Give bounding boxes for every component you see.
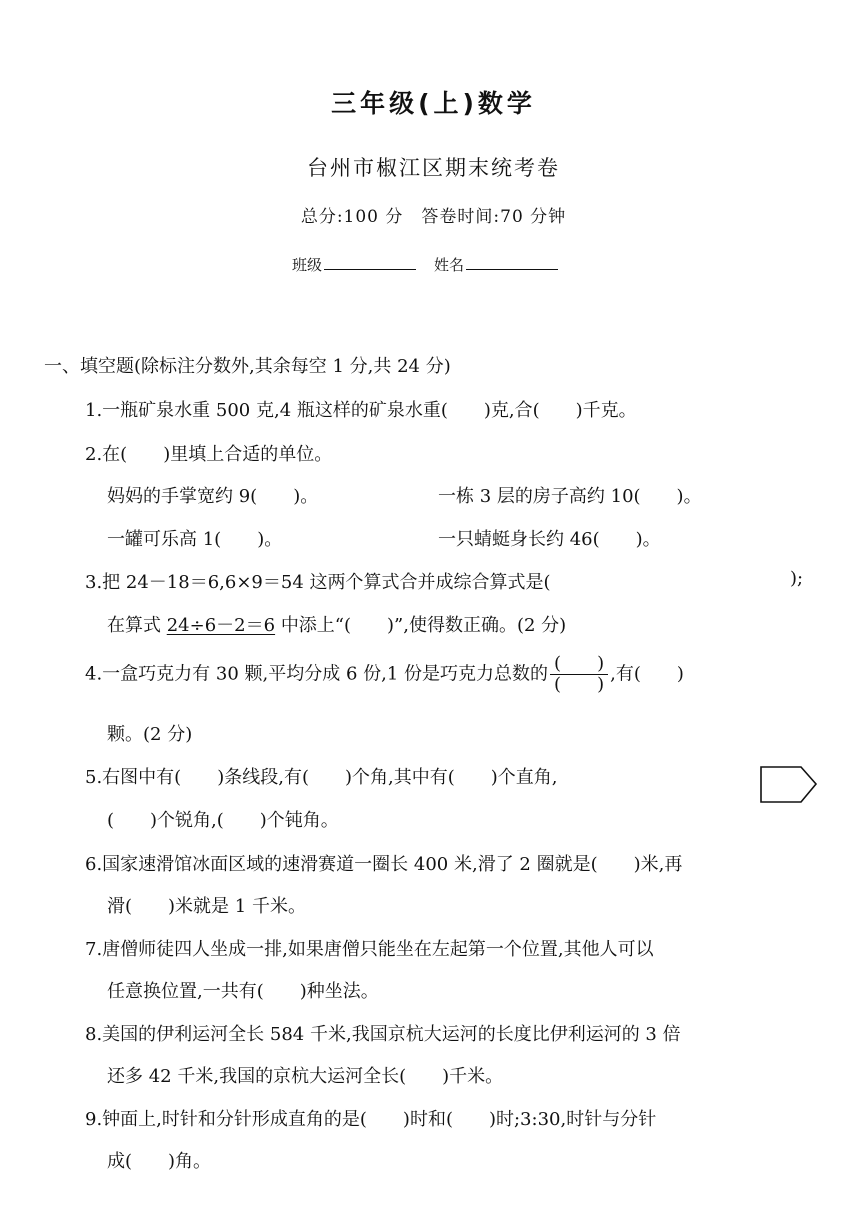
question-9a: 9.钟面上,时针和分针形成直角的是( )时和( )时;3:30,时针与分针 [85, 1109, 657, 1130]
question-5b: ( )个锐角,( )个钝角。 [107, 810, 339, 831]
q3b-prefix: 在算式 [107, 615, 161, 636]
q3b-suffix: 中添上“( )”,使得数正确。(2 分) [280, 615, 567, 636]
question-7a: 7.唐僧师徒四人坐成一排,如果唐僧只能坐在左起第一个位置,其他人可以 [85, 939, 654, 960]
exam-title: 三年级(上)数学 [331, 89, 536, 118]
question-9b: 成( )角。 [107, 1151, 212, 1172]
question-8b: 还多 42 千米,我国的京杭大运河全长( )千米。 [107, 1066, 504, 1087]
q4-fraction [550, 653, 608, 695]
question-2a: 妈妈的手掌宽约 9( )。 [107, 486, 319, 507]
question-7b: 任意换位置,一共有( )种坐法。 [107, 981, 379, 1002]
question-3a-end: ); [790, 568, 804, 589]
q4-prefix: 4.一盒巧克力有 30 颗,平均分成 6 份,1 份是巧克力总数的 [85, 663, 549, 685]
exam-subtitle: 台州市椒江区期末统考卷 [307, 156, 560, 180]
question-4-continued: 颗。(2 分) [107, 724, 193, 745]
question-1: 1.一瓶矿泉水重 500 克,4 瓶这样的矿泉水重( )克,合( )千克。 [85, 400, 637, 421]
question-8a: 8.美国的伊利运河全长 584 千米,我国京杭大运河的长度比伊利运河的 3 倍 [85, 1024, 681, 1045]
pentagon-figure [760, 764, 818, 806]
q3b-expression: 24÷6－2＝6 [166, 615, 276, 636]
question-5a: 5.右图中有( )条线段,有( )个角,其中有( )个直角, [85, 767, 558, 788]
question-3b [107, 611, 566, 637]
question-2b: 一栋 3 层的房子高约 10( )。 [438, 486, 702, 507]
question-2: 2.在( )里填上合适的单位。 [85, 444, 333, 465]
q4-fraction-numerator: ( ) [550, 656, 608, 675]
question-2c: 一罐可乐高 1( )。 [107, 529, 283, 550]
class-label: 班级 [292, 256, 323, 274]
q4-suffix: ,有( ) [610, 663, 684, 685]
section-heading: 一、填空题(除标注分数外,其余每空 1 分,共 24 分) [44, 356, 451, 377]
name-blank[interactable] [466, 255, 558, 270]
exam-meta: 总分:100 分 答卷时间:70 分钟 [300, 207, 567, 227]
question-6b: 滑( )米就是 1 千米。 [107, 896, 306, 917]
student-info-fields [292, 254, 576, 275]
q4-fraction-denominator: ( ) [554, 674, 605, 695]
question-4 [85, 653, 684, 695]
class-blank[interactable] [324, 255, 416, 270]
question-3a: 3.把 24－18＝6,6×9＝54 这两个算式合并成综合算式是( [85, 572, 551, 593]
name-label: 姓名 [434, 256, 465, 274]
question-6a: 6.国家速滑馆冰面区域的速滑赛道一圈长 400 米,滑了 2 圈就是( )米,再 [85, 854, 683, 875]
question-2d: 一只蜻蜓身长约 46( )。 [438, 529, 661, 550]
